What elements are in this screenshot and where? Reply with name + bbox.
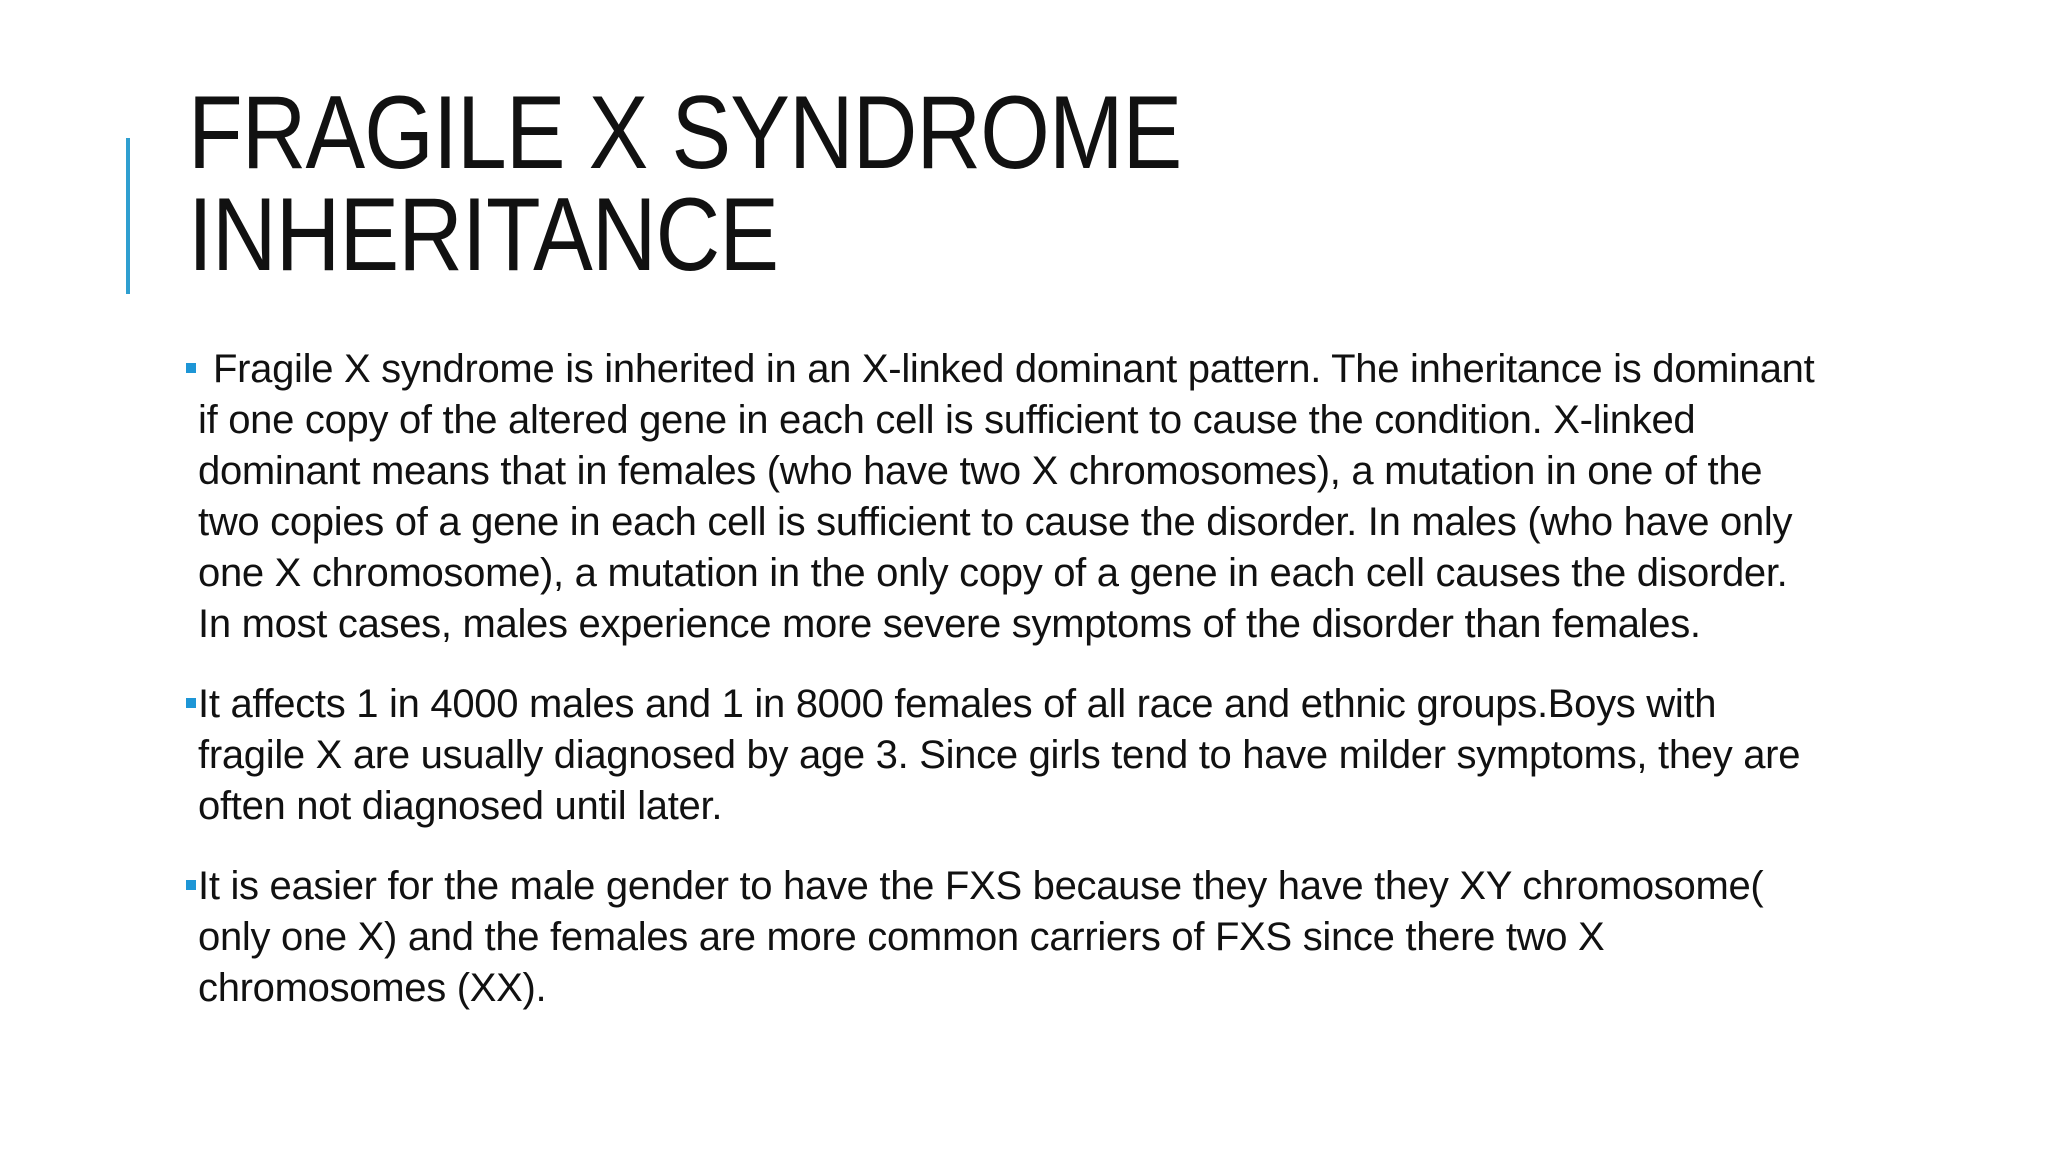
bullet-text: It affects 1 in 4000 males and 1 in 8000 females of all race and ethnic groups.Boys with fragile X are usually diagnosed by age 3. Since girls tend to have milder symptoms, they are often not diagnosed until later.: [198, 682, 1801, 828]
bullet-item-gender-carriers: [186, 861, 1826, 1014]
square-bullet-icon: [186, 880, 196, 890]
title-accent-bar: [126, 138, 130, 294]
bullet-item-prevalence: [186, 679, 1826, 832]
slide-title-line-1: FRAGILE X SYNDROME: [188, 75, 1182, 191]
slide-body: [186, 344, 1826, 1043]
square-bullet-icon: [186, 363, 196, 373]
slide-title-line-2: INHERITANCE: [188, 177, 779, 293]
bullet-item-inheritance-pattern: [186, 344, 1826, 650]
bullet-text: Fragile X syndrome is inherited in an X-linked dominant pattern. The inheritance is dominant if one copy of the altered gene in each cell is sufficient to cause the condition. X-linked dominant means that in females (who have two X chromosomes), a mutation in one of the two copies of a gene in each cell is sufficient to cause the disorder. In males (who have only one X chromosome), a mutation in the only copy of a gene in each cell causes the disorder. In most cases, males experience more severe symptoms of the disorder than females.: [198, 347, 1815, 646]
slide-title: [188, 75, 1478, 293]
square-bullet-icon: [186, 698, 196, 708]
bullet-text: It is easier for the male gender to have the FXS because they have they XY chromosome( only one X) and the females are more common carriers of FXS since there two X chromosomes (XX).: [198, 864, 1764, 1010]
